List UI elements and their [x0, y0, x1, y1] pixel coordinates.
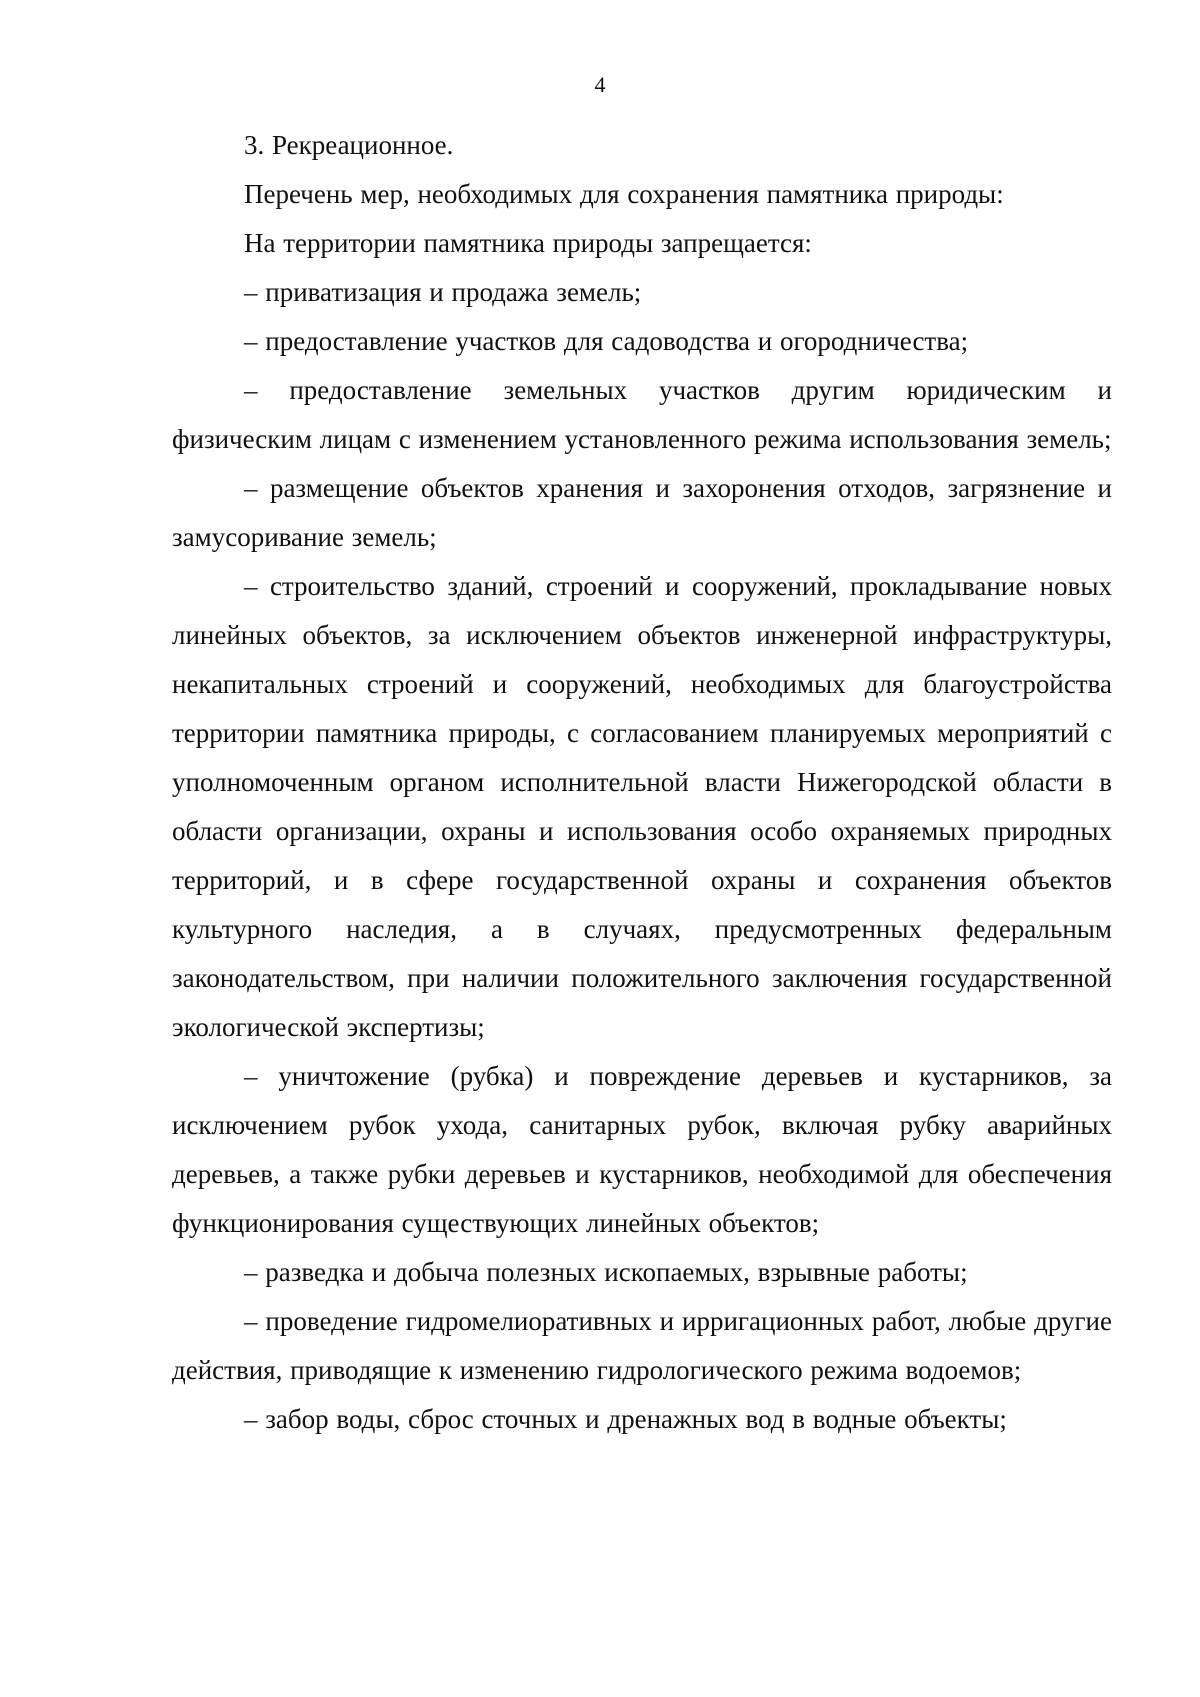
list-item-mining: – разведка и добыча полезных ископаемых, взрывные работы; — [244, 1257, 968, 1287]
list-item-garden-plots: – предоставление участков для садоводства и огородничества; — [244, 326, 969, 356]
paragraph-measures-intro: Перечень мер, необходимых для сохранения памятника природы: — [244, 179, 1004, 209]
list-item-water-intake: – забор воды, сброс сточных и дренажных вод в водные объекты; — [244, 1404, 1007, 1434]
list-item-waste-placement: – размещение объектов хранения и захоронения отходов, загрязнение и замусоривание земель; — [172, 473, 1112, 552]
list-item-construction: – строительство зданий, строений и сооружений, прокладывание новых линейных объектов, за исключением объектов инженерной инфраструктуры, некапитальных строений и сооружений, необходимых для благоустройства территории памятника природы, с согласованием планируемых мероприятий с уполномоченным органом исполнительной власти Нижегородской области в области организации, охраны и использования особо охраняемых природных территорий, и в сфере государственной охраны и сохранения объектов культурного наследия, а в случаях, предусмотренных федеральным законодательством, при наличии положительного заключения государственной экологической экспертизы; — [172, 571, 1112, 1042]
paragraph-section-heading: 3. Рекреационное. — [244, 130, 454, 160]
page-number: 4 — [594, 72, 606, 97]
list-item-privatization: – приватизация и продажа земель; — [244, 277, 642, 307]
list-item-land-allocation: – предоставление земельных участков другим юридическим и физическим лицам с изменением установленного режима использования земель; — [172, 375, 1112, 454]
list-item-hydro-works: – проведение гидромелиоративных и ирригационных работ, любые другие действия, приводящие к изменению гидрологического режима водоемов; — [172, 1306, 1112, 1385]
document-body — [172, 121, 1112, 1444]
list-item-tree-cutting: – уничтожение (рубка) и повреждение деревьев и кустарников, за исключением рубок ухода, санитарных рубок, включая рубку аварийных деревьев, а также рубки деревьев и кустарников, необходимой для обеспечения функционирования существующих линейных объектов; — [172, 1061, 1112, 1238]
paragraph-prohibitions-intro: На территории памятника природы запрещается: — [244, 228, 812, 258]
